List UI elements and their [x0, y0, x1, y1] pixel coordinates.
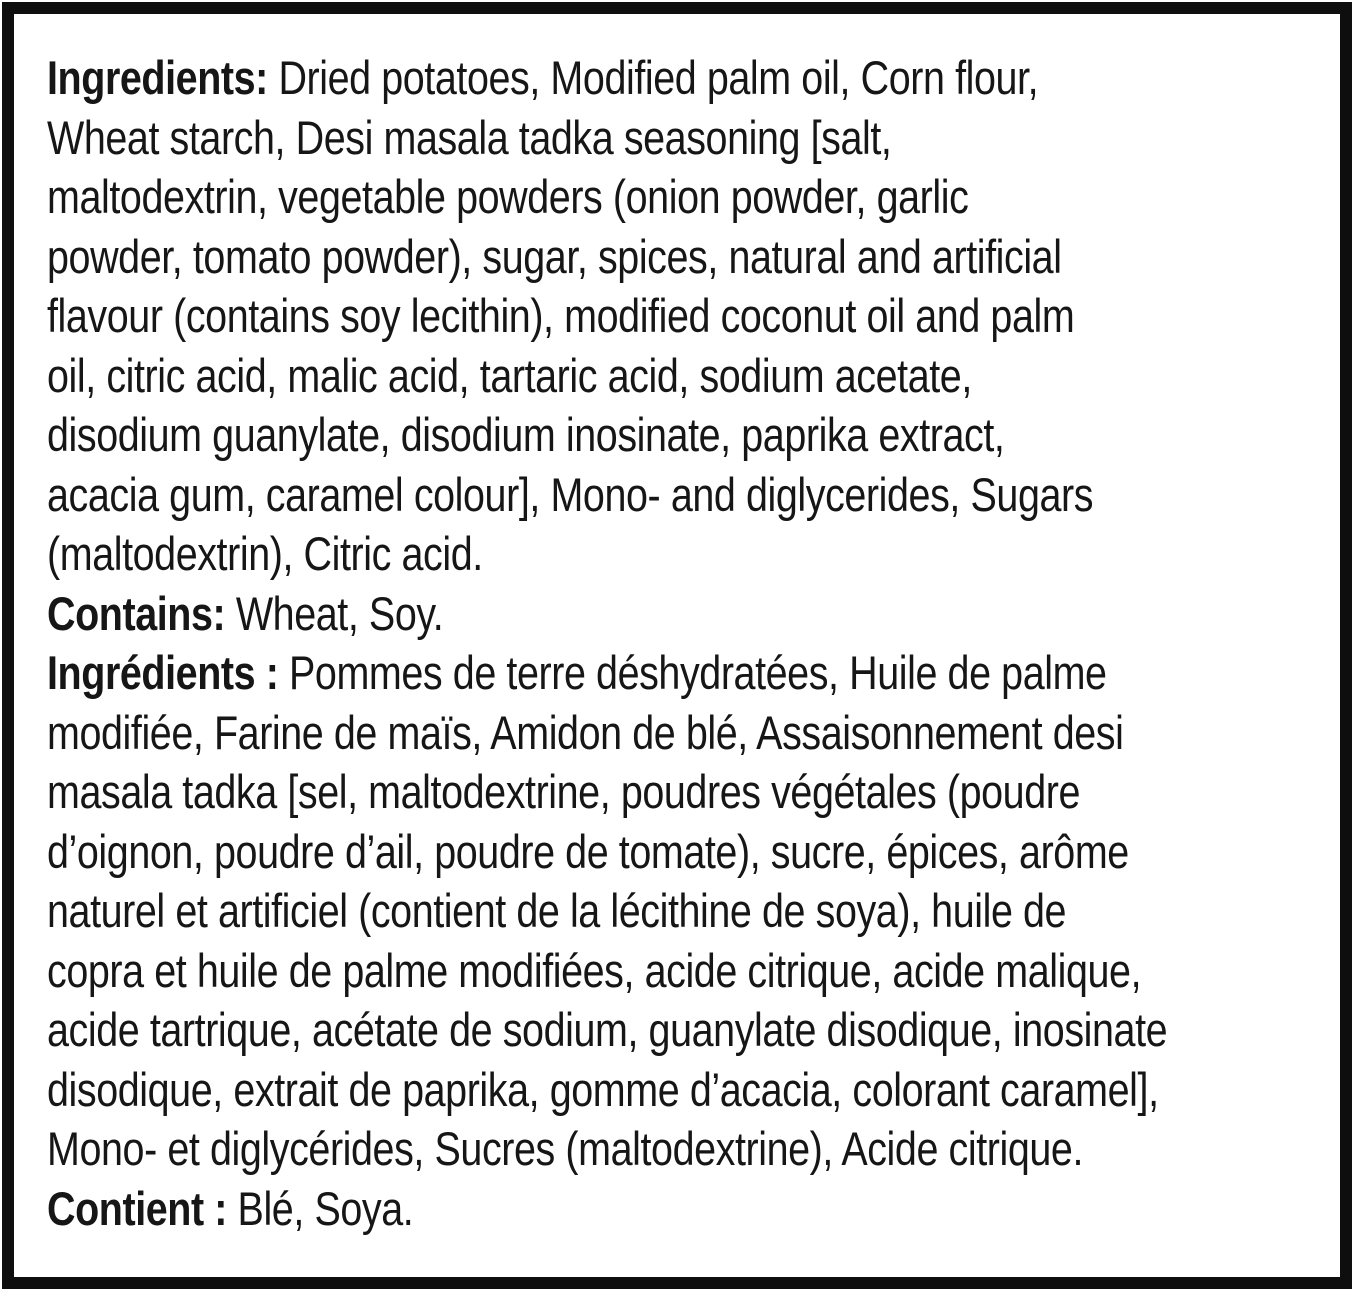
line-text: oil, citric acid, malic acid, tartaric acid, sodium acetate, — [47, 348, 972, 402]
ingredient-text-line — [47, 167, 1341, 227]
line-text: flavour (contains soy lecithin), modified coconut oil and palm — [47, 289, 1075, 342]
line-text: (maltodextrin), Citric acid. — [47, 527, 483, 580]
line-text: acide tartrique, acétate de sodium, guanylate disodique, inosinate — [47, 1003, 1168, 1056]
ingredient-text-line — [47, 524, 1341, 584]
line-text: modifiée, Farine de maïs, Amidon de blé, Assaisonnement desi — [47, 705, 1124, 759]
ingredient-text-line — [47, 762, 1341, 822]
line-text: powder, tomato powder), sugar, spices, natural and artificial — [47, 229, 1062, 283]
line-text: disodium guanylate, disodium inosinate, paprika extract, — [47, 408, 1005, 461]
ingredients-text-block — [47, 48, 1341, 1238]
line-text: naturel et artificiel (contient de la lécithine de soya), huile de — [47, 884, 1067, 937]
line-text: Blé, Soya. — [226, 1181, 414, 1235]
ingredient-text-line — [47, 286, 1341, 346]
ingredient-text-line — [47, 465, 1341, 525]
ingredient-text-line — [47, 227, 1341, 287]
ingredient-text-line — [47, 1179, 1341, 1239]
ingredient-text-line — [47, 1119, 1341, 1179]
line-text: disodique, extrait de paprika, gomme d’acacia, colorant caramel], — [47, 1062, 1159, 1116]
ingredient-text-line — [47, 703, 1341, 763]
line-text: Wheat, Soy. — [225, 586, 444, 640]
ingredient-text-line — [47, 48, 1341, 108]
ingredient-text-line — [47, 584, 1341, 644]
ingredient-text-line — [47, 108, 1341, 168]
ingredient-text-line — [47, 405, 1341, 465]
ingredients-label-panel — [2, 2, 1352, 1289]
ingredient-text-line — [47, 822, 1341, 882]
line-text: masala tadka [sel, maltodextrine, poudres végétales (poudre — [47, 765, 1081, 818]
line-text: maltodextrin, vegetable powders (onion powder, garlic — [47, 170, 969, 223]
line-text: copra et huile de palme modifiées, acide citrique, acide malique, — [47, 943, 1142, 997]
ingredient-text-line — [47, 1000, 1341, 1060]
line-text: Mono- et diglycérides, Sucres (maltodextrine), Acide citrique. — [47, 1122, 1083, 1175]
ingredient-text-line — [47, 346, 1341, 406]
line-text: Pommes de terre déshydratées, Huile de palme — [278, 646, 1107, 699]
line-text: acacia gum, caramel colour], Mono- and diglycerides, Sugars — [47, 467, 1094, 521]
section-lead-label: Ingredients: — [47, 51, 268, 104]
line-text: d’oignon, poudre d’ail, poudre de tomate), sucre, épices, arôme — [47, 824, 1129, 878]
section-lead-label: Ingrédients : — [47, 646, 279, 699]
line-text: Wheat starch, Desi masala tadka seasoning [salt, — [47, 110, 892, 164]
ingredient-text-line — [47, 941, 1341, 1001]
ingredient-text-line — [47, 643, 1341, 703]
ingredient-text-line — [47, 881, 1341, 941]
ingredient-text-line — [47, 1060, 1341, 1120]
line-text: Dried potatoes, Modified palm oil, Corn flour, — [267, 51, 1039, 104]
section-lead-label: Contains: — [47, 586, 226, 640]
section-lead-label: Contient : — [47, 1181, 227, 1235]
